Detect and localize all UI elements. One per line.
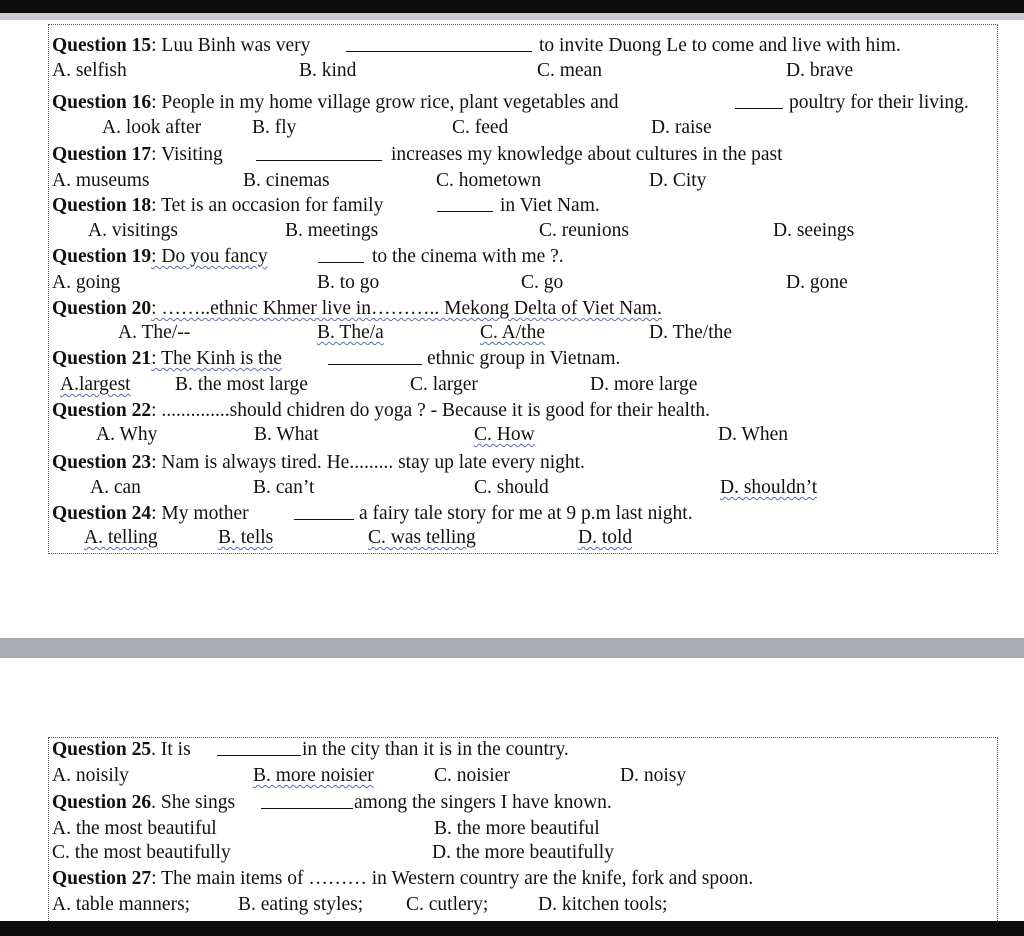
answer-blank <box>328 346 422 365</box>
question-text: . It is <box>151 739 191 760</box>
question-16-options <box>0 115 1024 141</box>
option-c[interactable]: C. hometown <box>436 170 542 191</box>
option-d[interactable]: D. kitchen tools; <box>538 894 668 915</box>
option-a[interactable]: A. going <box>52 272 121 293</box>
question-text: . She sings <box>151 792 236 813</box>
question-text-after: poultry for their living. <box>789 92 969 113</box>
question-23-options <box>0 475 1024 501</box>
option-c[interactable]: C. noisier <box>434 765 510 786</box>
answer-blank <box>437 193 493 212</box>
option-d[interactable]: D. raise <box>651 117 712 138</box>
option-d[interactable]: D. When <box>718 424 789 445</box>
question-label: Question 23 <box>52 452 152 473</box>
question-24-options <box>0 525 1024 551</box>
option-b[interactable]: B. cinemas <box>243 170 330 191</box>
answer-blank <box>294 501 354 520</box>
question-label: Question 17 <box>52 144 152 165</box>
option-c[interactable]: C. feed <box>452 117 509 138</box>
option-a[interactable]: A. the most beautiful <box>52 818 217 839</box>
option-c[interactable]: C. larger <box>410 374 478 395</box>
question-20-stem <box>0 296 1024 322</box>
option-c[interactable]: C. A/the <box>480 322 546 343</box>
question-25-stem <box>0 737 1024 763</box>
question-text: : Nam is always tired. He......... stay up late every night. <box>151 452 585 473</box>
option-a[interactable]: A. visitings <box>88 220 178 241</box>
question-text: : ..............should chidren do yoga ? - Because it is good for their health. <box>151 400 711 421</box>
option-a[interactable]: A. table manners; <box>52 894 191 915</box>
question-17-options <box>0 168 1024 194</box>
option-b[interactable]: B. more noisier <box>253 765 374 786</box>
question-19-options <box>0 270 1024 296</box>
option-d[interactable]: D. noisy <box>620 765 687 786</box>
question-22-options <box>0 422 1024 448</box>
question-25-options <box>0 763 1024 789</box>
option-a[interactable]: A. museums <box>52 170 150 191</box>
question-text-after: in Viet Nam. <box>500 195 600 216</box>
question-label: Question 18 <box>52 195 152 216</box>
option-c[interactable]: C. How <box>474 424 535 445</box>
question-text: : People in my home village grow rice, plant vegetables and <box>151 92 619 113</box>
option-a[interactable]: A. The/-- <box>118 322 191 343</box>
question-label: Question 21 <box>52 348 152 369</box>
option-b[interactable]: B. can’t <box>253 477 315 498</box>
question-24-stem <box>0 501 1024 527</box>
question-17-stem <box>0 142 1024 168</box>
answer-blank <box>256 142 382 161</box>
question-text-after: ethnic group in Vietnam. <box>427 348 621 369</box>
question-label: Question 25 <box>52 739 152 760</box>
option-a[interactable]: A. can <box>90 477 141 498</box>
question-label: Question 26 <box>52 792 152 813</box>
window-bottom-bar <box>0 921 1024 936</box>
option-c[interactable]: C. the most beautifully <box>52 842 231 863</box>
question-26-options-row-2 <box>0 840 1024 866</box>
question-23-stem <box>0 450 1024 476</box>
question-27-stem <box>0 866 1024 892</box>
option-a[interactable]: A. noisily <box>52 765 129 786</box>
option-c[interactable]: C. should <box>474 477 549 498</box>
question-20-options <box>0 320 1024 346</box>
option-c[interactable]: C. reunions <box>539 220 629 241</box>
option-b[interactable]: B. to go <box>317 272 380 293</box>
option-d[interactable]: D. brave <box>786 60 854 81</box>
option-c[interactable]: C. mean <box>537 60 602 81</box>
option-a[interactable]: A. telling <box>84 527 158 548</box>
question-text-after: increases my knowledge about cultures in the past <box>391 144 783 165</box>
window-top-bar <box>0 0 1024 13</box>
question-text: : Do you fancy <box>151 246 268 267</box>
ruler-strip <box>0 13 1024 20</box>
option-b[interactable]: B. eating styles; <box>238 894 364 915</box>
question-19-stem <box>0 244 1024 270</box>
question-label: Question 20 <box>52 298 152 319</box>
question-text-after: among the singers I have known. <box>354 792 612 813</box>
option-d[interactable]: D. City <box>649 170 707 191</box>
question-22-stem <box>0 398 1024 424</box>
option-b[interactable]: B. fly <box>252 117 297 138</box>
question-label: Question 15 <box>52 35 152 56</box>
question-18-options <box>0 218 1024 244</box>
option-a[interactable]: A. Why <box>96 424 158 445</box>
option-d[interactable]: D. told <box>578 527 633 548</box>
question-label: Question 27 <box>52 868 152 889</box>
option-b[interactable]: B. meetings <box>285 220 379 241</box>
answer-blank <box>735 90 783 109</box>
question-text-after: to the cinema with me ?. <box>372 246 564 267</box>
option-a[interactable]: A. look after <box>102 117 202 138</box>
question-text: : Luu Binh was very <box>151 35 311 56</box>
question-text: : The Kinh is the <box>151 348 282 369</box>
question-label: Question 22 <box>52 400 152 421</box>
answer-blank <box>217 737 301 756</box>
question-text: : Visiting <box>151 144 223 165</box>
option-b[interactable]: B. tells <box>218 527 274 548</box>
page-break-gap <box>0 638 1024 658</box>
option-b[interactable]: B. the more beautiful <box>434 818 600 839</box>
question-text-after: a fairy tale story for me at 9 p.m last night. <box>359 503 693 524</box>
option-d[interactable]: D. gone <box>786 272 848 293</box>
question-15-stem <box>0 33 1024 59</box>
question-label: Question 24 <box>52 503 152 524</box>
question-text-after: in the city than it is in the country. <box>302 739 569 760</box>
option-c[interactable]: C. cutlery; <box>406 894 489 915</box>
option-d[interactable]: D. The/the <box>649 322 733 343</box>
option-b[interactable]: B. What <box>254 424 319 445</box>
question-26-stem <box>0 790 1024 816</box>
option-b[interactable]: B. kind <box>299 60 357 81</box>
option-b[interactable]: B. The/a <box>317 322 384 343</box>
question-text: : Tet is an occasion for family <box>151 195 384 216</box>
question-18-stem <box>0 193 1024 219</box>
question-label: Question 19 <box>52 246 152 267</box>
question-21-options <box>0 372 1024 398</box>
question-16-stem <box>0 90 1024 116</box>
answer-blank <box>261 790 353 809</box>
answer-blank <box>318 244 364 263</box>
question-21-stem <box>0 346 1024 372</box>
option-d[interactable]: D. the more beautifully <box>432 842 614 863</box>
option-b[interactable]: B. the most large <box>175 374 308 395</box>
question-text: : My mother <box>151 503 249 524</box>
option-d[interactable]: D. seeings <box>773 220 855 241</box>
option-a[interactable]: A. selfish <box>52 60 127 81</box>
option-a[interactable]: A.largest <box>60 374 131 395</box>
question-text: : The main items of ……… in Western country are the knife, fork and spoon. <box>151 868 754 889</box>
option-c[interactable]: C. go <box>521 272 564 293</box>
question-26-options-row-1 <box>0 816 1024 842</box>
question-15-options <box>0 58 1024 84</box>
option-c[interactable]: C. was telling <box>368 527 476 548</box>
answer-blank <box>346 33 532 52</box>
question-27-options <box>0 892 1024 918</box>
question-text-after: to invite Duong Le to come and live with him. <box>539 35 901 56</box>
option-d[interactable]: D. more large <box>590 374 698 395</box>
question-label: Question 16 <box>52 92 152 113</box>
option-d[interactable]: D. shouldn’t <box>720 477 818 498</box>
question-text: : ……..ethnic Khmer live in……….. Mekong Delta of Viet Nam. <box>151 298 662 319</box>
